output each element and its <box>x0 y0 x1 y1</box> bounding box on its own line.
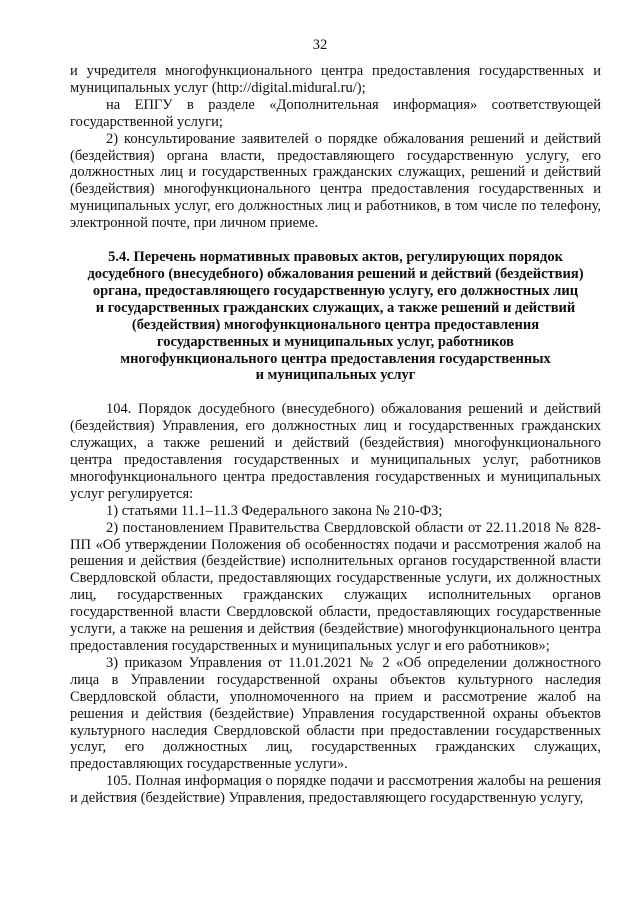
intro-paragraph: 2) консультирование заявителей о порядке обжалования решений и действий (бездействия) органа власти, предоставляющего государственную услугу, его должностных лиц и государственных гражданских служащих, решений и действий (бездействия) многофункционального центра предоставления государственных и муниципальных услуг, его должностных лиц и работников, в том числе по телефону, электронной почте, при личном приеме. <box>70 130 601 232</box>
section-heading-line: органа, предоставляющего государственную услугу, его должностных лиц <box>92 282 579 299</box>
section-heading-line: (бездействия) многофункционального центра предоставления <box>131 316 540 333</box>
intro-paragraph: на ЕПГУ в разделе «Дополнительная информация» соответствующей государственной услуги; <box>70 96 601 130</box>
section-heading-line: досудебного (внесудебного) обжалования решений и действий (бездействия) <box>87 265 584 282</box>
section-heading <box>70 249 601 384</box>
section-heading-line: и государственных гражданских служащих, а также решений и действий <box>95 299 576 316</box>
body-paragraph: 3) приказом Управления от 11.01.2021 № 2 «Об определении должностного лица в Управлении государственной охраны объектов культурного наследия Свердловской области, уполномоченного на прием и рассмотрение жалоб на решения и действия (бездействие) Управления государственной охраны объектов культурного наследия Свердловской области при предоставлении государственных услуг, его должностных лиц, государственных гражданских служащих, предоставляющих государственные услуги». <box>70 654 601 773</box>
body-paragraph: 105. Полная информация о порядке подачи и рассмотрения жалобы на решения и действия (бездействие) Управления, предоставляющего государственную услугу, <box>70 773 601 807</box>
section-heading-line: многофункционального центра предоставления государственных <box>120 350 551 367</box>
page-number: 32 <box>312 37 328 53</box>
body-paragraph: 1) статьями 11.1–11.3 Федерального закона № 210-ФЗ; <box>106 502 443 519</box>
body-paragraph: 104. Порядок досудебного (внесудебного) обжалования решений и действий (бездействия) Управления, его должностных лиц и государственных гражданских служащих, а также решений и действий (бездействия) многофункционального центра предоставления государственных и муниципальных услуг, работников многофункционального центра предоставления государственных и муниципальных услуг регулируется: <box>70 401 601 502</box>
section-heading-line: 5.4. Перечень нормативных правовых актов, регулирующих порядок <box>108 249 563 266</box>
body-paragraph: 2) постановлением Правительства Свердловской области от 22.11.2018 № 828-ПП «Об утверждении Положения об особенностях подачи и рассмотрения жалоб на решения и действия (бездействие) исполнительных органов государственной власти Свердловской области, предоставляющих государственные услуги, их должностных лиц, государственных гражданских служащих исполнительных органов государственной власти Свердловской области, предоставляющих государственные услуги, а также на решения и действия (бездействие) многофункционального центра предоставления государственных и муниципальных услуг и его работников»; <box>70 519 601 654</box>
document-body <box>70 63 601 807</box>
section-heading-line: государственных и муниципальных услуг, работников <box>156 333 514 350</box>
intro-paragraph: и учредителя многофункционального центра предоставления государственных и муниципальных услуг (http://digital.midural.ru/); <box>70 63 601 96</box>
section-heading-line: и муниципальных услуг <box>255 367 416 384</box>
